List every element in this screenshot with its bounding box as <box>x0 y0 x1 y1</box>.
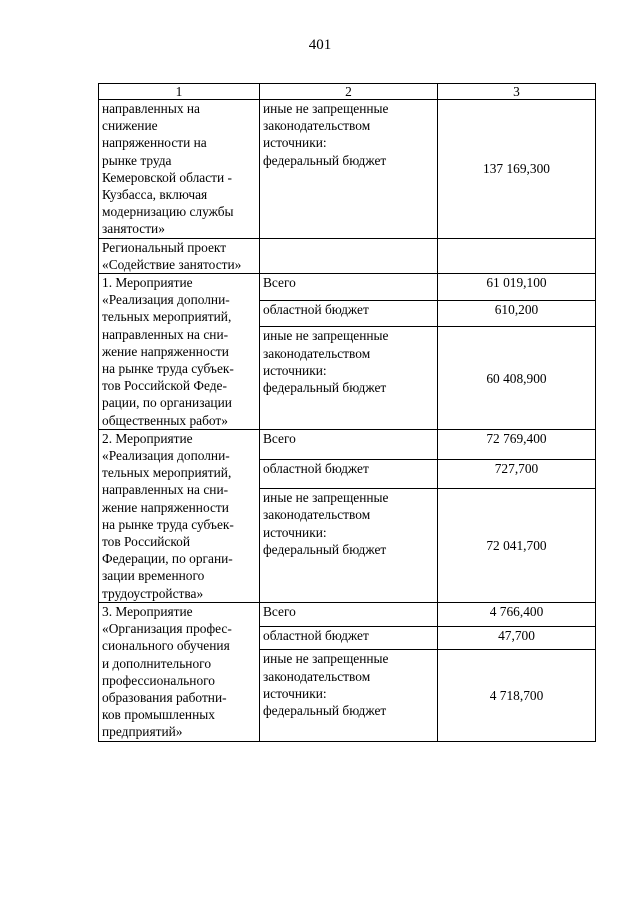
table-row <box>99 238 596 273</box>
page-number: 401 <box>308 37 332 53</box>
empty-cell <box>260 238 438 273</box>
event-3-regional-label: областной бюджет <box>260 626 438 650</box>
column-header-3: 3 <box>438 84 596 100</box>
event-2-regional-label: областной бюджет <box>260 459 438 489</box>
column-header-1: 1 <box>99 84 260 100</box>
regional-project-title: Региональный проект «Содействие занятости» <box>99 238 260 273</box>
event-3-regional-value: 47,700 <box>438 626 596 650</box>
event-2-other-sources: иные не запрещенные законодательством источники: федеральный бюджет <box>260 489 438 603</box>
event-1-total-label: Всего <box>260 274 438 301</box>
continuation-value: 137 169,300 <box>438 100 596 239</box>
event-1-total-value: 61 019,100 <box>438 274 596 301</box>
event-3-other-sources: иные не запрещенные законодательством источники: федеральный бюджет <box>260 650 438 741</box>
table-row <box>99 100 596 239</box>
column-header-2: 2 <box>260 84 438 100</box>
event-2-federal-value: 72 041,700 <box>438 489 596 603</box>
event-2-total-label: Всего <box>260 429 438 459</box>
funding-table <box>98 83 596 742</box>
table-header-row <box>99 84 596 100</box>
continuation-title: направленных на снижение напряженности на рынке труда Кемеровской области - Кузбасса, включая модернизацию службы занятости» <box>99 100 260 239</box>
event-2-title: 2. Мероприятие «Реализация дополни- тельных мероприятий, направленных на сни- жение напряженности на рынке труда субъек- тов Российской Федерации, по органи- зации временного трудоустройства» <box>99 429 260 602</box>
event-3-total-value: 4 766,400 <box>438 602 596 626</box>
event-2-total-value: 72 769,400 <box>438 429 596 459</box>
table-row <box>99 429 596 459</box>
event-1-other-sources: иные не запрещенные законодательством источники: федеральный бюджет <box>260 327 438 429</box>
event-3-total-label: Всего <box>260 602 438 626</box>
table-row <box>99 274 596 301</box>
event-2-regional-value: 727,700 <box>438 459 596 489</box>
event-3-title: 3. Мероприятие «Организация профес- сионального обучения и дополнительного профессионального образования работни- ков промышленных предприятий» <box>99 602 260 741</box>
event-3-federal-value: 4 718,700 <box>438 650 596 741</box>
table-row <box>99 602 596 626</box>
event-1-federal-value: 60 408,900 <box>438 327 596 429</box>
event-1-regional-value: 610,200 <box>438 300 596 327</box>
continuation-source: иные не запрещенные законодательством источники: федеральный бюджет <box>260 100 438 239</box>
event-1-title: 1. Мероприятие «Реализация дополни- тельных мероприятий, направленных на сни- жение напряженности на рынке труда субъек- тов Российской Феде- рации, по организации общественных работ» <box>99 274 260 430</box>
empty-cell <box>438 238 596 273</box>
event-1-regional-label: областной бюджет <box>260 300 438 327</box>
